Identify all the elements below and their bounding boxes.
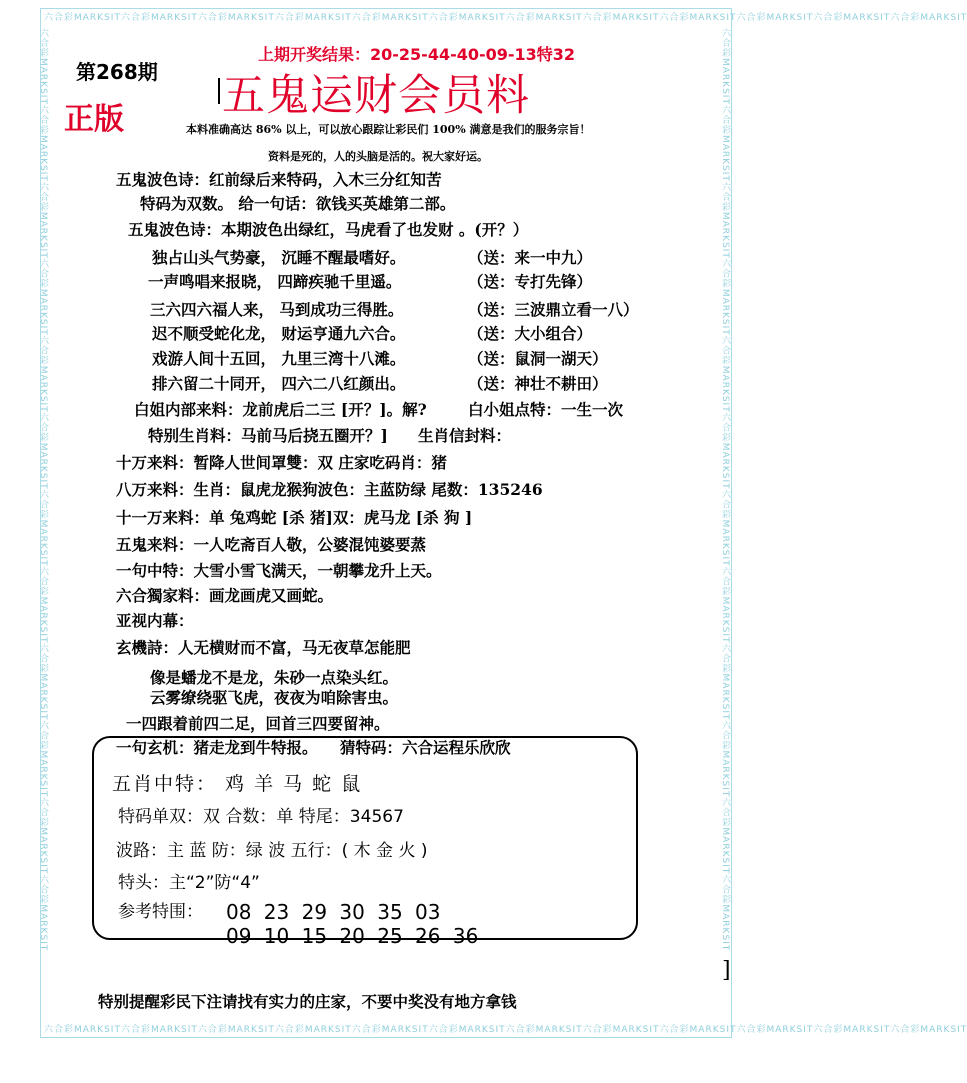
poem-line-4: 迟不顺受蛇化龙， 财运亨通九六合。: [152, 324, 406, 343]
poem-gift-2: （送：专打先锋）: [468, 272, 593, 291]
watermark-right: 六合彩MARKSIT六合彩MARKSIT六合彩MARKSIT六合彩MARKSIT六合彩MARKSIT六合彩MARKSIT六合彩MARKSIT六合彩MARKSIT六合彩MARKSIT六合彩MARKSIT六合彩MARKSIT六合彩MARKSIT: [720, 28, 730, 952]
edge-bracket: ]: [722, 958, 731, 983]
edition-label: 正版: [64, 102, 124, 137]
line-exclusive: 六合獨家料：画龙画虎又画蛇。: [116, 586, 334, 605]
line-80k: 八万来料：生肖：鼠虎龙猴狗波色：主蓝防绿 尾数：135246: [116, 480, 543, 499]
poem-gift-5: （送：鼠洞一湖天）: [468, 349, 608, 368]
last-result: 上期开奖结果：20-25-44-40-09-13特32: [258, 45, 576, 64]
line-baijie: 白姐内部来料：龙前虎后二三 [开？]。解?: [134, 400, 427, 419]
poem-line-1: 独占山头气势豪， 沉睡不醒最嗜好。: [152, 248, 406, 267]
line-atv: 亚视内幕：: [116, 611, 194, 630]
line-poem-c: 一四跟着前四二足，回首三四要留神。: [126, 714, 390, 733]
poem-line-5: 戏游人间十五回， 九里三湾十八滩。: [152, 349, 406, 368]
box-ref-row1: 08 23 29 30 35 03: [226, 900, 441, 924]
line-poem-b: 云雾缭绕驱飞虎，夜夜为咱除害虫。: [150, 688, 399, 707]
box-wave: 波路：主 蓝 防：绿 波 五行：( 木 金 火 ): [116, 841, 428, 861]
poem-line-2: 一声鸣唱来报晓， 四蹄疾驰千里遥。: [148, 272, 402, 291]
line-110k: 十一万来料：单 兔鸡蛇 [杀 猪]双：虎马龙 [杀 狗 ]: [116, 508, 473, 527]
box-odd-even: 特码单双：双 合数：单 特尾：34567: [118, 807, 404, 827]
line-envelope: 生肖信封料：: [418, 426, 512, 445]
poem-gift-4: （送：大小组合）: [468, 324, 593, 343]
watermark-top: 六合彩MARKSIT六合彩MARKSIT六合彩MARKSIT六合彩MARKSIT六合彩MARKSIT六合彩MARKSIT六合彩MARKSIT六合彩MARKSIT六合彩MARKSIT六合彩MARKSIT六合彩MARKSIT六合彩MARKSIT: [44, 13, 967, 23]
poem-line-3: 三六四六福人来， 马到成功三得胜。: [150, 300, 404, 319]
line-one-sentence: 一句中特：大雪小雪飞满天，一朝攀龙升上天。: [116, 561, 442, 580]
footer-warning: 特别提醒彩民下注请找有实力的庄家，不要中奖没有地方拿钱: [98, 992, 517, 1011]
watermark-bottom: 六合彩MARKSIT六合彩MARKSIT六合彩MARKSIT六合彩MARKSIT六合彩MARKSIT六合彩MARKSIT六合彩MARKSIT六合彩MARKSIT六合彩MARKSIT六合彩MARKSIT六合彩MARKSIT六合彩MARKSIT: [44, 1025, 967, 1035]
line-100k: 十万来料：暂降人世间罩雙：双 庄家吃码肖：猪: [116, 453, 447, 472]
poem-line-6: 排六留二十同开， 四六二八红颜出。: [152, 374, 406, 393]
box-zodiac: 五肖中特： 鸡 羊 马 蛇 鼠: [112, 773, 363, 795]
page-title: 五鬼运财会员料: [222, 71, 530, 121]
line-even-hint: 特码为双数。 给一句话：欲钱买英雄第二部。: [140, 194, 456, 213]
line-mystery: 一句玄机：猪走龙到牛特报。: [116, 738, 318, 757]
line-guess: 猜特码：六合运程乐欣欣: [340, 738, 511, 757]
poem-gift-3: （送：三波鼎立看一八）: [468, 300, 639, 319]
poem-gift-1: （送：来一中九）: [468, 248, 593, 267]
line-wave-poem-2: 五鬼波色诗：本期波色出绿红，马虎看了也发财 。(开？）: [128, 220, 529, 239]
title-bar-mark: [218, 78, 220, 104]
line-poem-a: 像是蟠龙不是龙，朱砂一点染头红。: [150, 668, 399, 687]
box-ref-row2: 09 10 15 20 25 26 36: [226, 924, 479, 948]
line-special-zodiac: 特别生肖料：马前马后挠五圈开？]: [148, 426, 388, 445]
line-mystic-poem: 玄機詩：人无横财而不富，马无夜草怎能肥: [116, 638, 411, 657]
box-ref-label: 参考特围：: [118, 902, 203, 922]
line-wugui: 五鬼来料：一人吃斋百人敬，公婆混饨婆要蒸: [116, 535, 427, 554]
motto-note: 资料是死的，人的头脑是活的。祝大家好运。: [268, 150, 488, 163]
line-wave-poem: 五鬼波色诗：红前绿后来特码，入木三分红知苦: [116, 170, 442, 189]
watermark-left: 六合彩MARKSIT六合彩MARKSIT六合彩MARKSIT六合彩MARKSIT六合彩MARKSIT六合彩MARKSIT六合彩MARKSIT六合彩MARKSIT六合彩MARKSIT六合彩MARKSIT六合彩MARKSIT六合彩MARKSIT: [38, 28, 48, 952]
line-baixiaojie: 白小姐点特：一生一次: [468, 400, 624, 419]
issue-number: 第268期: [76, 60, 158, 84]
poem-gift-6: （送：神壮不耕田）: [468, 374, 608, 393]
box-head: 特头：主“2”防“4”: [118, 873, 260, 893]
accuracy-note: 本料准确高达 86% 以上，可以放心跟踪让彩民们 100% 满意是我们的服务宗旨！: [186, 123, 591, 136]
